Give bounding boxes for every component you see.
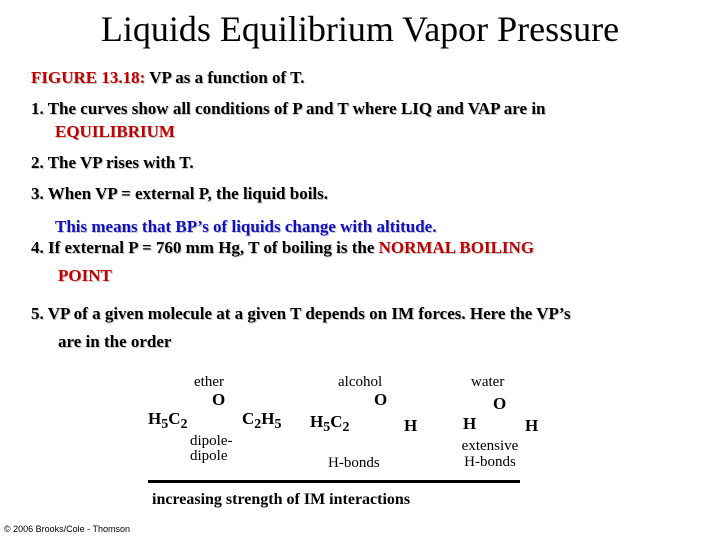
water-left-hydrogen: H bbox=[463, 414, 477, 433]
alcohol-left-group: $H_5C_2$ bbox=[310, 412, 350, 435]
point-3-note: This means that BP’s of liquids change with altitude. bbox=[55, 217, 437, 236]
point-4-prefix: 4. If external P = 760 mm Hg, T of boiling is the bbox=[31, 238, 379, 257]
point-5-line-2: are in the order bbox=[58, 332, 172, 351]
point-4-line-1 bbox=[31, 238, 534, 258]
point-2: 2. The VP rises with T. bbox=[31, 153, 194, 172]
figure-caption bbox=[31, 68, 304, 88]
copyright-footer: © 2006 Brooks/Cole - Thomson bbox=[4, 524, 131, 534]
point-1-line-1: 1. The curves show all conditions of P and T where LIQ and VAP are in bbox=[31, 99, 546, 118]
point-5-line-1: 5. VP of a given molecule at a given T depends on IM forces. Here the VP’s bbox=[31, 304, 571, 323]
ether-label: ether bbox=[194, 374, 224, 390]
point-4-line-2: POINT bbox=[58, 266, 112, 285]
figure-text: VP as a function of T. bbox=[145, 68, 305, 87]
point-1-line-2: EQUILIBRIUM bbox=[55, 122, 175, 141]
alcohol-note: H-bonds bbox=[328, 455, 380, 471]
water-right-hydrogen: H bbox=[525, 416, 539, 435]
alcohol-label: alcohol bbox=[338, 374, 383, 390]
ether-note: dipole- dipole bbox=[190, 433, 233, 464]
water-label: water bbox=[471, 374, 505, 390]
water-oxygen: O bbox=[493, 394, 507, 413]
normal-boiling-text: NORMAL BOILING bbox=[378, 238, 535, 257]
figure-label: FIGURE 13.18: bbox=[31, 68, 146, 87]
alcohol-hydrogen: H bbox=[404, 416, 418, 435]
ether-oxygen: O bbox=[212, 390, 226, 409]
trend-arrow-line bbox=[148, 480, 520, 483]
point-3: 3. When VP = external P, the liquid boils. bbox=[31, 184, 329, 203]
water-note: extensive H-bonds bbox=[461, 438, 519, 470]
alcohol-oxygen: O bbox=[374, 390, 388, 409]
ether-right-group: $C_2H_5$ bbox=[242, 409, 282, 432]
page-title: Liquids Equilibrium Vapor Pressure bbox=[100, 9, 620, 49]
ether-left-group: $H_5C_2$ bbox=[148, 409, 188, 432]
trend-arrow-label: increasing strength of IM interactions bbox=[152, 491, 411, 508]
